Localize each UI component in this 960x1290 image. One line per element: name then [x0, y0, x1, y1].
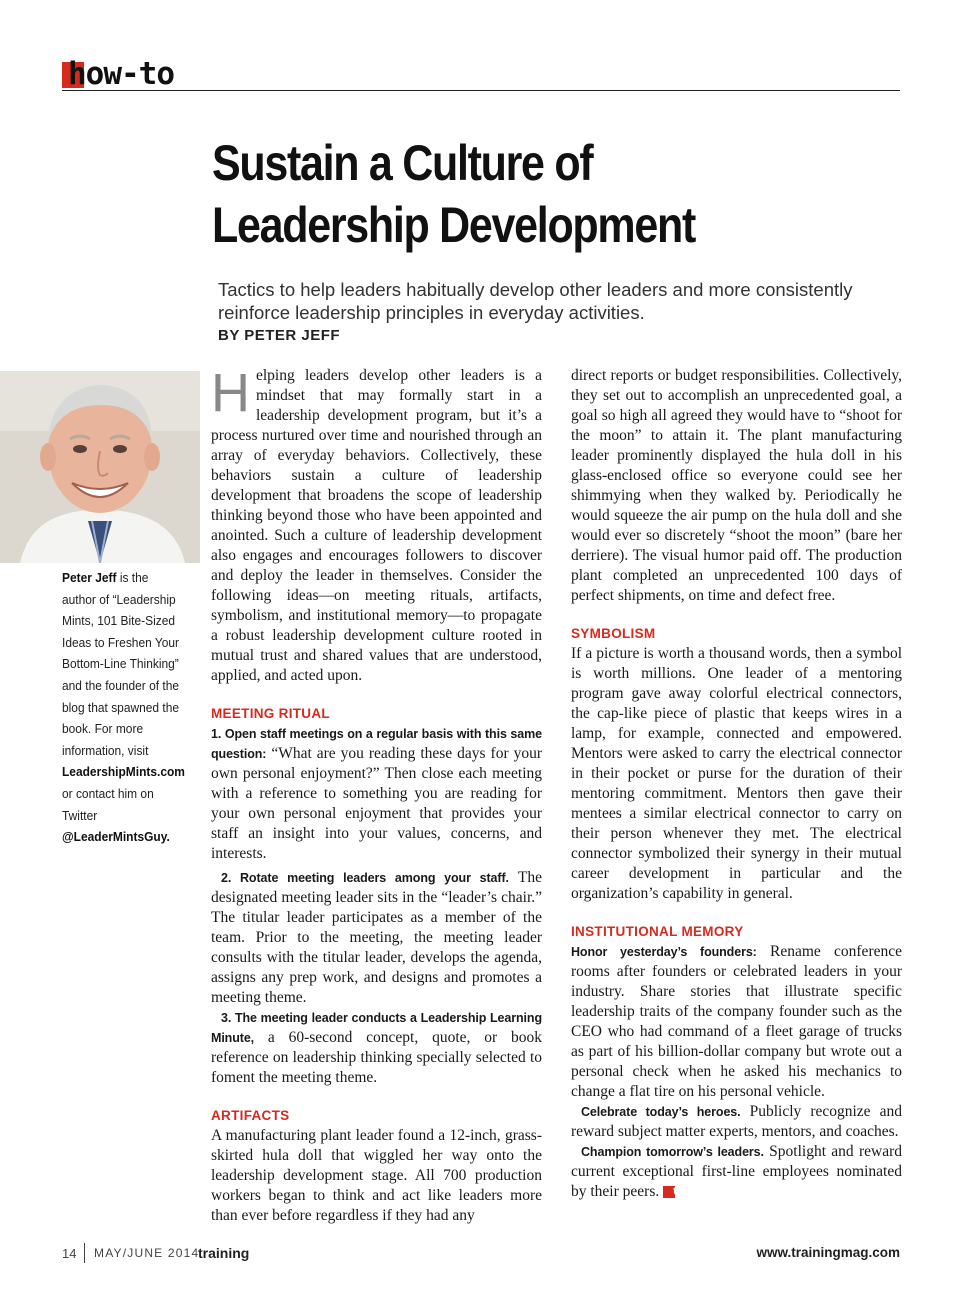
section-label: how-to	[68, 56, 174, 92]
article-column-1	[211, 363, 543, 1226]
heading-artifacts: ARTIFACTS	[211, 1108, 290, 1123]
page-number: 14	[62, 1246, 77, 1261]
author-website-link[interactable]: LeadershipMints.com	[62, 764, 185, 780]
author-twitter-link[interactable]: @LeaderMintsGuy.	[62, 829, 170, 845]
intro-text: elping leaders develop other leaders is a mindset that may formally start in a leadership development program, but it’s a process nurtured over time and nourished through an array of everyday behaviors. Collectively, these behaviors sustain a culture of leadership development that broadens the scope of leadership thinking beyond those who have been appointed and anointed. Such a culture of leadership development also engages and encourages followers to discover and deploy the leader in themselves. Consider the following ideas—on meeting rituals, artifacts, symbolism, and institutional memory—to propagate a robust leadership development culture rooted in mutual trust and shared values that are understood, applied, and acted upon.	[211, 367, 542, 684]
page-footer	[62, 1246, 900, 1264]
institutional-item-2-lead: Celebrate today’s heroes.	[581, 1105, 741, 1119]
institutional-item-1-text: Rename conference rooms after founders or celebrated leaders in your industry. Share stories that illustrate specific leadership traits of the company founder such as the CEO who had command of a fleet garage of trucks as part of his billion-dollar company but wrote out a personal check when he asked his mechanics to change a flat tire on his personal vehicle.	[571, 943, 902, 1100]
meeting-item-2-lead: 2. Rotate meeting leaders among your staff.	[221, 871, 509, 885]
byline: BY PETER JEFF	[218, 327, 341, 344]
author-name: Peter Jeff	[62, 570, 117, 585]
institutional-item-2	[571, 1102, 902, 1142]
meeting-item-3-text: a 60-second concept, quote, or book reference on leadership thinking specially selected to foment the meeting theme.	[211, 1029, 542, 1086]
meeting-item-3-lead: 3. The meeting leader conducts a Leadership Learning Minute,	[211, 1011, 542, 1045]
institutional-item-3	[571, 1142, 902, 1202]
article-title-line-1: Sustain a Culture of	[212, 135, 593, 191]
institutional-item-3-text: Spotlight and reward current exceptional first-line employees nominated by their peers.	[571, 1143, 902, 1200]
end-mark-icon: t	[663, 1186, 675, 1198]
article-subtitle: Tactics to help leaders habitually develop other leaders and more consistently reinforce leadership principles in everyday activities.	[218, 279, 853, 323]
meeting-item-2	[211, 868, 542, 1008]
article-title-line-2: Leadership Development	[212, 197, 695, 253]
footer-divider	[84, 1243, 85, 1263]
heading-institutional-memory: INSTITUTIONAL MEMORY	[571, 924, 744, 939]
meeting-item-1-lead: 1. Open staff meetings on a regular basis with this same question:	[211, 727, 542, 761]
meeting-item-1-text: “What are you reading these days for your own personal enjoyment?” Then close each meeting with a reference to something you are reading for your own personal enjoyment that provides your staff an insight into your values, concerns, and interests.	[211, 745, 542, 862]
artifacts-paragraph-continued: direct reports or budget responsibilities. Collectively, they set out to accomplish an unprecedented goal, a goal so high all agreed they would have to “shoot for the moon” to attain it. The plant manufacturing leader prominently displayed the hula doll in his glass-enclosed office so everyone could see her shimmying when they walked by. Periodically he would squeeze the air pump on the hula doll and she would ever so discretely “shoot the moon” (bare her derriere). The visual humor paid off. The production plant completed an unprecedented 100 days of perfect shipments, on time and defect free.	[571, 367, 902, 604]
intro-paragraph	[211, 363, 542, 686]
heading-symbolism: SYMBOLISM	[571, 626, 656, 641]
author-photo	[0, 371, 200, 563]
author-bio-text-2: or contact him on Twitter	[62, 785, 154, 823]
article-title	[212, 132, 814, 256]
magazine-url[interactable]: www.trainingmag.com	[756, 1245, 900, 1260]
meeting-item-1	[211, 724, 542, 864]
symbolism-paragraph: If a picture is worth a thousand words, then a symbol is worth millions. One leader of a mentoring program gave away colorful electrical connectors, the cap-like piece of plastic that keeps wires in a lamp, for example, connected and empowered. Mentors were asked to carry the electrical connector in their pocket or purse for the duration of their mentoring commitment. Mentors then gave their mentees a similar electrical connector to carry on their person whenever they met. The electrical connector symbolized their synergy in their mutual career development in particular and the organization’s capability in general.	[571, 645, 902, 902]
heading-meeting-ritual: MEETING RITUAL	[211, 706, 330, 721]
institutional-item-2-text: Publicly recognize and reward subject matter experts, mentors, and coaches.	[571, 1103, 902, 1140]
section-header	[62, 58, 900, 91]
institutional-item-3-lead: Champion tomorrow’s leaders.	[581, 1145, 764, 1159]
meeting-item-3	[211, 1008, 542, 1088]
drop-cap: H	[211, 363, 250, 423]
institutional-item-1-lead: Honor yesterday’s founders:	[571, 945, 757, 959]
magazine-name: training	[198, 1245, 250, 1261]
institutional-item-1	[571, 942, 902, 1102]
issue-date: MAY/JUNE 2014	[94, 1246, 200, 1260]
author-bio-text: is the author of “Leadership Mints, 101 Bite-Sized Ideas to Freshen Your Bottom-Line Thinking” and the founder of the blog that spawned the book. For more information, visit	[62, 570, 180, 758]
meeting-item-2-text: The designated meeting leader sits in the “leader’s chair.” The titular leader participates as a member of the team. Prior to the meeting, the meeting leader consults with the titular leader, develops the agenda, assigns any prep work, and designs and promotes a meeting theme.	[211, 869, 543, 1006]
article-column-2	[571, 366, 902, 1202]
author-bio	[62, 567, 185, 848]
artifacts-paragraph: A manufacturing plant leader found a 12-inch, grass-skirted hula doll that wiggled her way onto the leadership development stage. All 700 production workers began to think and act like leaders more than ever before regardless if they had any	[211, 1127, 542, 1224]
